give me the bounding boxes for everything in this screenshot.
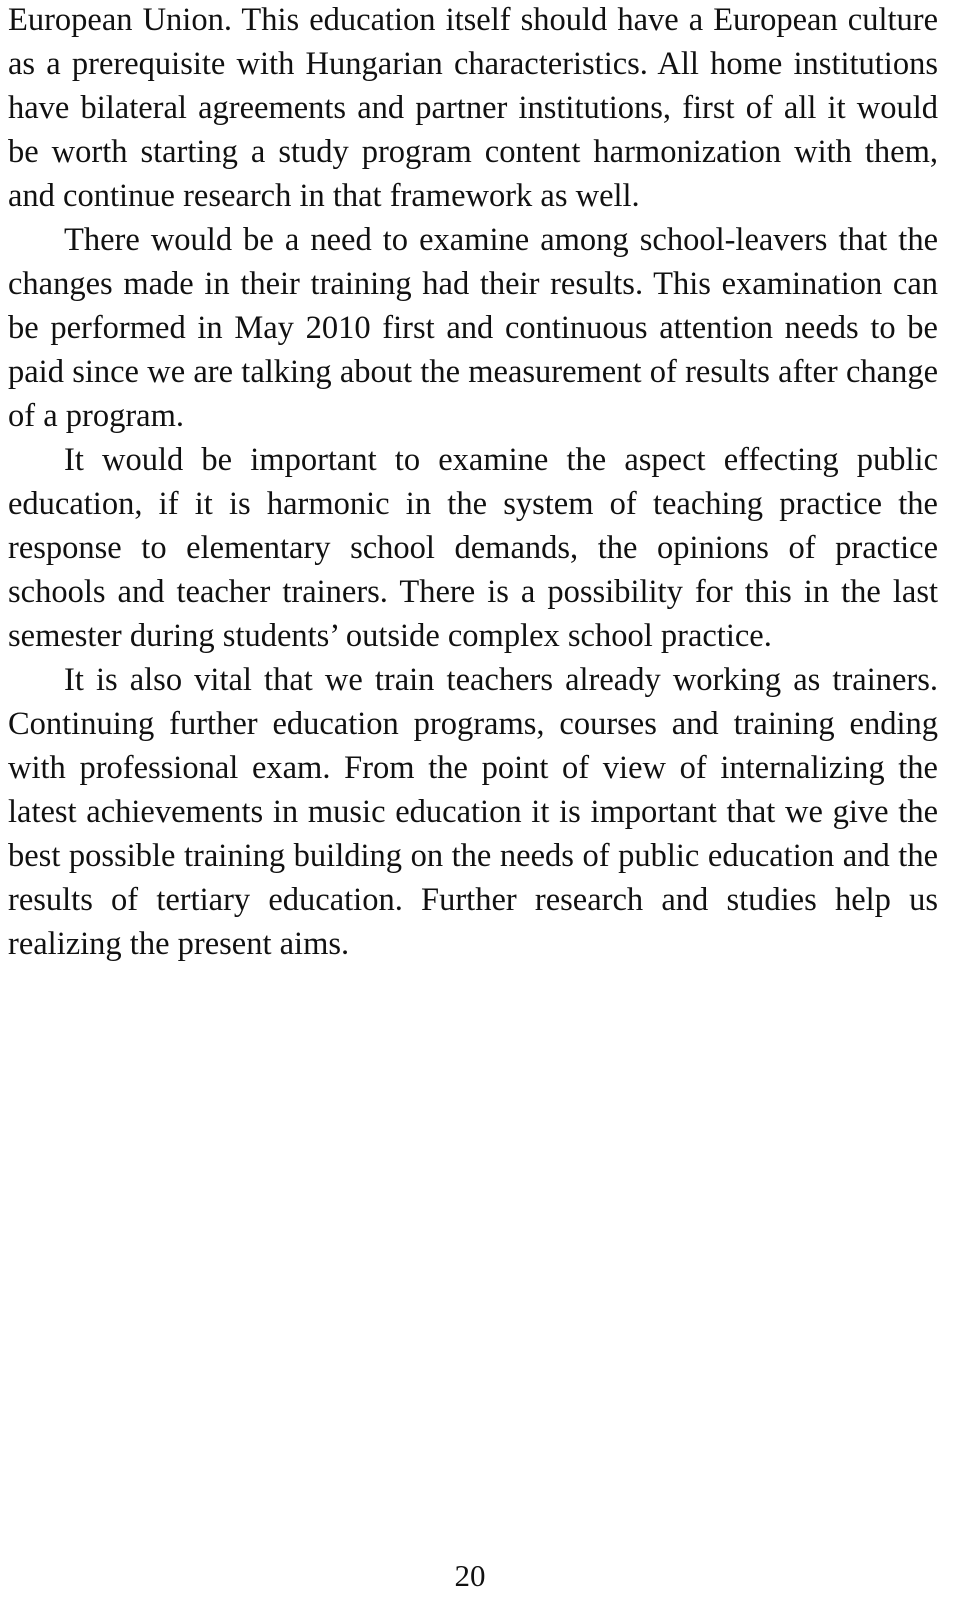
page-number: 20 [454, 1558, 486, 1593]
paragraph-2: There would be a need to examine among school-leavers that the changes made in their training had their results. This examination can be performed in May 2010 first and continuous attention needs to be paid since we are talking about the measurement of results after change of a program. [8, 222, 938, 434]
paragraph-1: European Union. This education itself should have a European culture as a prerequisite with Hungarian characteristics. All home institutions have bilateral agreements and partner institutions, first of all it would be worth starting a study program content harmonization with them, and continue research in that framework as well. [8, 2, 938, 214]
paragraph-4: It is also vital that we train teachers already working as trainers. Continuing further education programs, courses and training ending with professional exam. From the point of view of internalizing the latest achievements in music education it is important that we give the best possible training building on the needs of public education and the results of tertiary education. Further research and studies help us realizing the present aims. [8, 662, 938, 962]
page-body [8, 0, 938, 966]
paragraph-3: It would be important to examine the aspect effecting public education, if it is harmonic in the system of teaching practice the response to elementary school demands, the opinions of practice schools and teacher trainers. There is a possibility for this in the last semester during students’ outside complex school practice. [8, 442, 938, 654]
